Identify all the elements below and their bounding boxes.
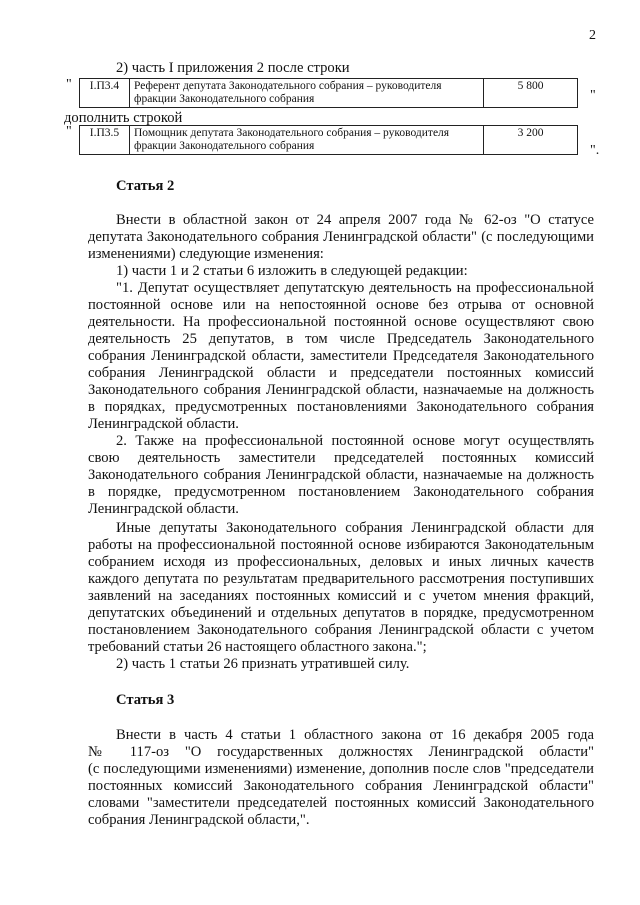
- quote-close-2: ".: [590, 143, 600, 158]
- article-2-line: в порядках, предусмотренных постановлениями Законодательного собрания: [88, 399, 594, 415]
- article-2-line: собрания Ленинградской области, заместители Председателя Законодательного: [88, 348, 594, 364]
- amendment-intro: 2) часть I приложения 2 после строки: [116, 60, 350, 76]
- article-3-line: постоянных комиссий Законодательного собрания Ленинградской области": [88, 778, 594, 794]
- position-description: [130, 79, 484, 108]
- position-row-1: [79, 78, 578, 108]
- position-row-2: [79, 125, 578, 155]
- article-2-line: депутата Законодательного собрания Ленинградской области" (с последующими: [88, 229, 594, 245]
- article-2-line: деятельности. На профессиональной постоянной основе осуществляют свою: [88, 314, 594, 330]
- description-line: фракции Законодательного собрания: [134, 140, 315, 152]
- quote-open-1: ": [66, 77, 72, 92]
- position-description: [130, 126, 484, 155]
- article-2-line: деятельность 25 депутатов, в том числе Председатель Законодательного: [88, 331, 594, 347]
- article-2-line: Ленинградской области.: [88, 416, 239, 432]
- article-2-line: 1) части 1 и 2 статьи 6 изложить в следующей редакции:: [116, 263, 468, 279]
- article-2-line: в порядке, предусмотренном постановлением Законодательного собрания: [88, 484, 594, 500]
- position-code: I.П3.5: [80, 126, 130, 155]
- supplement-line: дополнить строкой: [64, 110, 183, 126]
- article-2-line: постоянной основе или на непостоянной основе без отрыва от основной: [88, 297, 594, 313]
- description-line: Референт депутата Законодательного собрания – руководителя: [134, 80, 442, 92]
- article-2-line: 2. Также на профессиональной постоянной основе могут осуществлять: [116, 433, 594, 449]
- position-amount: 3 200: [484, 126, 578, 155]
- article-3-heading: Статья 3: [116, 692, 175, 708]
- article-2-heading: Статья 2: [116, 178, 175, 194]
- article-3-line: словами "заместители председателей постоянных комиссий Законодательного: [88, 795, 594, 811]
- position-code: I.П3.4: [80, 79, 130, 108]
- description-line: фракции Законодательного собрания: [134, 93, 315, 105]
- article-2-line: постановлением Законодательного собрания Ленинградской области с учетом: [88, 622, 594, 638]
- article-2-line: Законодательного собрания Ленинградской области, назначаемые на должность: [88, 467, 594, 483]
- article-2-line: каждого депутата по результатам предварительного рассмотрения поступивших: [88, 571, 594, 587]
- article-2-line: собрания Ленинградской области и председатели постоянных комиссий: [88, 365, 594, 381]
- article-2-line: работы на профессиональной постоянной основе избираются Законодательным: [88, 537, 594, 553]
- article-2-line: "1. Депутат осуществляет депутатскую деятельность на профессиональной: [116, 280, 594, 296]
- article-2-line: Иные депутаты Законодательного собрания Ленинградской области для: [116, 520, 594, 536]
- article-2-line: изменениями) следующие изменения:: [88, 246, 324, 262]
- article-2-line: свою деятельность заместители председателей постоянных комиссий: [88, 450, 594, 466]
- article-3-line: № 117-оз "О государственных должностях Ленинградской области": [88, 744, 594, 760]
- quote-open-2: ": [66, 124, 72, 139]
- position-amount: 5 800: [484, 79, 578, 108]
- article-2-line: Ленинградской области.: [88, 501, 239, 517]
- page-number: 2: [589, 28, 596, 43]
- article-3-line: (с последующими изменениями) изменение, дополнив после слов "председатели: [88, 761, 594, 777]
- article-2-line: заявлений на заседаниях постоянных комиссий и с учетом мнения фракций,: [88, 588, 594, 604]
- article-3-line: Внести в часть 4 статьи 1 областного закона от 16 декабря 2005 года: [116, 727, 594, 743]
- article-2-line: Внести в областной закон от 24 апреля 2007 года № 62-оз "О статусе: [116, 212, 594, 228]
- quote-close-1: ": [590, 88, 596, 103]
- description-line: Помощник депутата Законодательного собрания – руководителя: [134, 127, 450, 139]
- article-2-line: депутатских объединений и отдельных депутатов в порядке, предусмотренном: [88, 605, 594, 621]
- article-2-line: требований статьи 26 настоящего областного закона.";: [88, 639, 427, 655]
- article-2-line: Законодательного собрания Ленинградской области, назначаемые на должность: [88, 382, 594, 398]
- article-3-line: собрания Ленинградской области,".: [88, 812, 310, 828]
- article-2-line: собранием исходя из профессиональных, деловых и иных личных качеств: [88, 554, 594, 570]
- article-2-line: 2) часть 1 статьи 26 признать утратившей силу.: [116, 656, 410, 672]
